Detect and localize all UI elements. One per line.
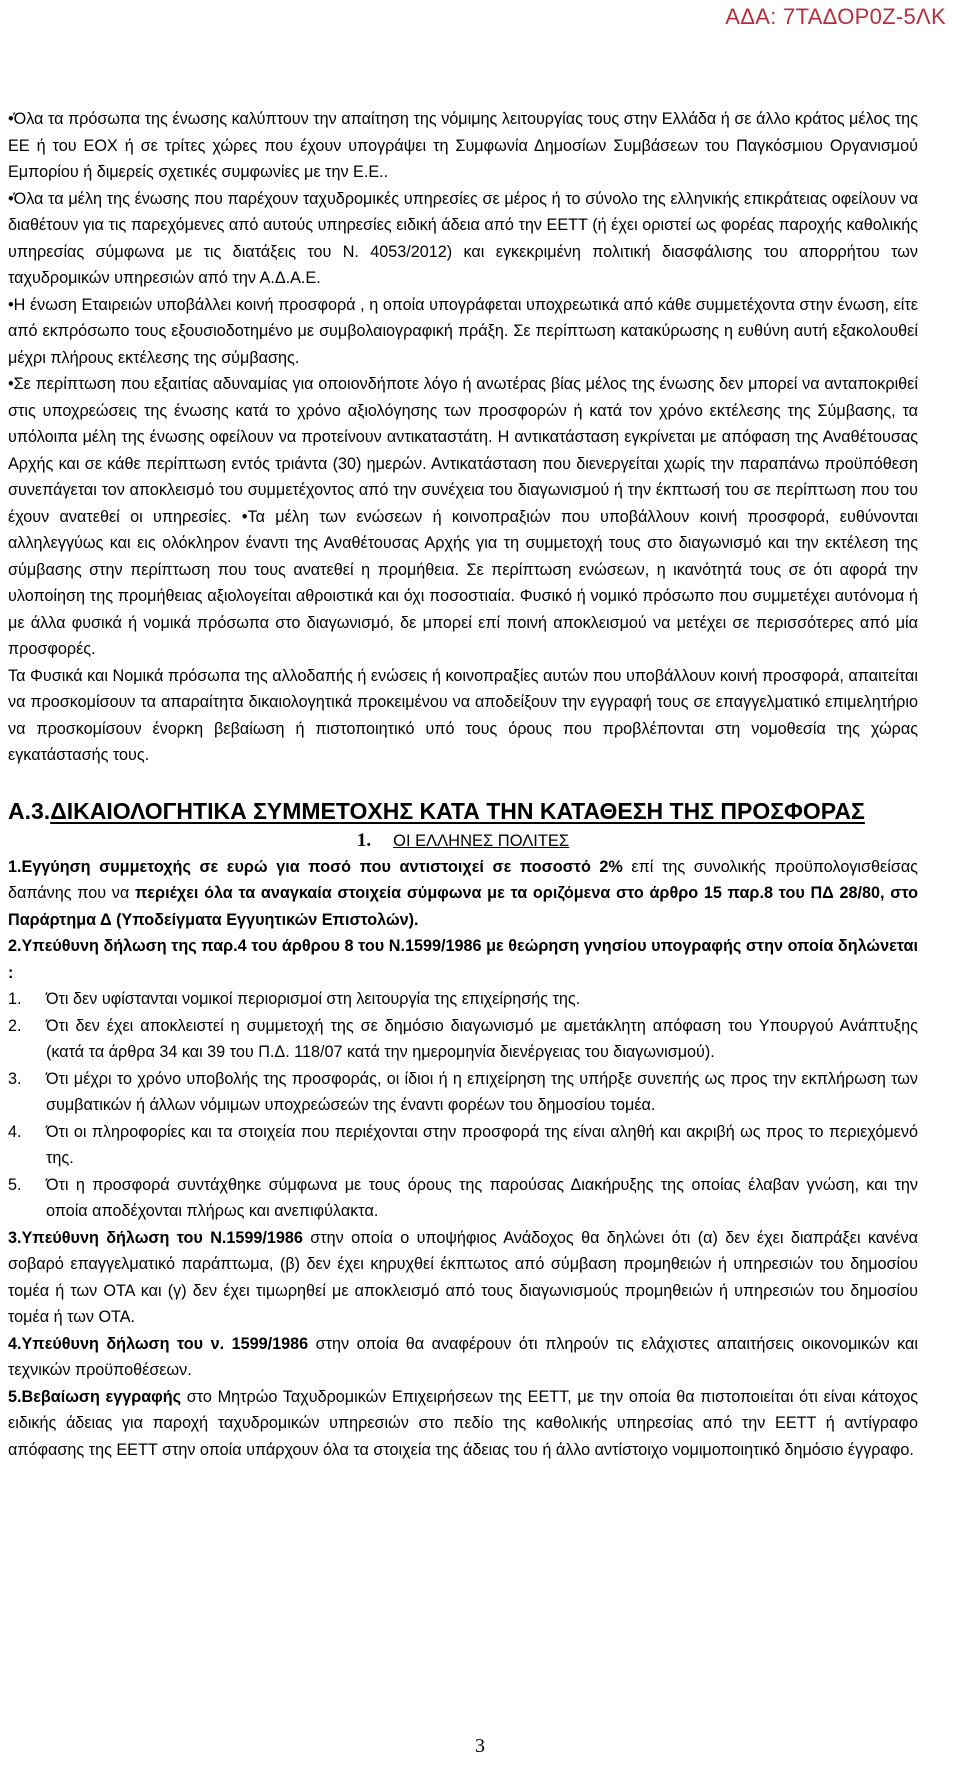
- section-prefix: Α.3.: [8, 797, 51, 824]
- requirement-guarantee: [8, 854, 918, 934]
- page-number: 3: [475, 1735, 485, 1757]
- requirement-capacity-declaration-title: 4.Υπεύθυνη δήλωση του ν. 1599/1986: [8, 1334, 309, 1353]
- list-item-text: Ότι δεν υφίστανται νομικοί περιορισμοί στη λειτουργία της επιχείρησής της.: [46, 990, 581, 1008]
- list-item-number: 1.: [8, 990, 22, 1008]
- requirement-registration-title: 5.Βεβαίωση εγγραφής: [8, 1387, 182, 1406]
- list-item-number: 4.: [8, 1122, 22, 1141]
- ada-code: ΑΔΑ: 7ΤΑΔΟΡ0Ζ-5ΛΚ: [725, 4, 946, 29]
- requirement-guarantee-terms: περιέχει όλα τα αναγκαία στοιχεία σύμφωνα με τα οριζόμενα στο άρθρο 15 παρ.8 του ΠΔ 28/80, στο Παράρτημα Δ (Υποδείγματα Εγγυητικών Επιστολών).: [8, 884, 918, 929]
- list-item-number: 5.: [8, 1175, 22, 1194]
- subsection-title: ΟΙ ΕΛΛΗΝΕΣ ΠΟΛΙΤΕΣ: [393, 831, 570, 850]
- subsection-heading: [8, 828, 918, 854]
- requirement-solemn-declaration: [8, 1225, 918, 1331]
- list-item: [8, 1172, 918, 1225]
- requirement-registration: [8, 1384, 918, 1464]
- list-item-text: Ότι δεν έχει αποκλειστεί η συμμετοχή της σε δημόσιο διαγωνισμό με αμετάκλητη απόφαση του Υπουργού Ανάπτυξης (κατά τα άρθρα 34 και 39 του Π.Δ. 118/07 κατά την ημερομηνία διενέργειας του διαγωνισμού).: [46, 1016, 918, 1061]
- requirement-guarantee-title: 1.Εγγύηση συμμετοχής σε ευρώ για ποσό που αντιστοιχεί σε ποσοστό 2%: [8, 857, 623, 876]
- paragraph-joint-offer: •Η ένωση Εταιρειών υποβάλλει κοινή προσφορά , η οποία υπογράφεται υποχρεωτικά από κάθε συμμετέχοντα στην ένωση, είτε από εκπρόσωπο τους εξουσιοδοτημένο με συμβολαιογραφική πράξη. Σε περίπτωση κατακύρωσης η ευθύνη αυτή εξακολουθεί μέχρι πλήρους εκτέλεσης της σύμβασης.: [8, 295, 918, 367]
- list-item-text: Ότι η προσφορά συντάχθηκε σύμφωνα με τους όρους της παρούσας Διακήρυξης της οποίας έλαβαν γνώση, και την οποία αποδέχονται πλήρως και ανεπιφύλακτα.: [46, 1175, 918, 1220]
- list-item-text: Ότι μέχρι το χρόνο υποβολής της προσφοράς, οι ίδιοι ή η επιχείρηση της υπήρξε συνεπής ως προς την εκπλήρωση των συμβατικών ή άλλων νόμιμων υποχρεώσεών της έναντι φορέων του δημοσίου τομέα.: [46, 1069, 918, 1114]
- list-item: [8, 1013, 918, 1066]
- list-item-number: 3.: [8, 1069, 22, 1088]
- requirement-capacity-declaration-text: στην οποία θα αναφέρουν ότι πληρούν τις ελάχιστες απαιτήσεις οικονομικών και τεχνικών προϋποθέσεων.: [8, 1334, 918, 1379]
- declaration-list: [8, 986, 918, 1225]
- requirement-registration-text: στο Μητρώο Ταχυδρομικών Επιχειρήσεων της ΕΕΤΤ, με την οποία θα πιστοποιείται ότι είναι κάτοχος ειδικής άδειας για παροχή ταχυδρομικών υπηρεσιών στο πεδίο της καθολικής υπηρεσίας από την ΕΕΤΤ ή αντίγραφο απόφασης της ΕΕΤΤ στην οποία υπάρχουν όλα τα στοιχεία της άδειας του ή άλλο αντίστοιχο νομιμοποιητικό δημόσιο έγγραφο.: [8, 1387, 918, 1459]
- section-heading: [8, 795, 918, 828]
- requirement-declaration-title: 2.Υπεύθυνη δήλωση της παρ.4 του άρθρου 8 του Ν.1599/1986 με θεώρηση γνησίου υπογραφής στην οποία δηλώνεται :: [8, 937, 918, 982]
- requirement-guarantee-text: επί της συνολικής προϋπολογισθείσας δαπάνης που να: [8, 857, 918, 902]
- paragraph-foreign-entities: Τα Φυσικά και Νομικά πρόσωπα της αλλοδαπής ή ενώσεις ή κοινοπραξίες αυτών που υποβάλλουν κοινή προσφορά, απαιτείται να προσκομίσουν τα απαραίτητα δικαιολογητικά προκειμένου να αποδείξουν την εγγραφή τους σε επαγγελματικό επιμελητήριο να προσκομίσουν ένορκη βεβαίωση ή πιστοποιητικό υπό τους όρους που προβλέπονται στη νομοθεσία της χώρας εγκατάστασής τους.: [8, 666, 918, 764]
- section-title: ΔΙΚΑΙΟΛΟΓΗΤΙΚΑ ΣΥΜΜΕΤΟΧΗΣ ΚΑΤΑ ΤΗΝ ΚΑΤΑΘΕΣΗ ΤΗΣ ΠΡΟΣΦΟΡΑΣ: [50, 797, 865, 824]
- list-item: [8, 1119, 918, 1172]
- list-item: [8, 986, 918, 1013]
- subsection-number: 1.: [356, 829, 372, 851]
- spacer: [8, 769, 918, 795]
- requirement-solemn-declaration-title: 3.Υπεύθυνη δήλωση του Ν.1599/1986: [8, 1228, 303, 1247]
- list-item: [8, 1066, 918, 1119]
- document-body: [8, 106, 918, 1463]
- requirement-declaration: [8, 933, 918, 986]
- paragraph-replacement: •Σε περίπτωση που εξαιτίας αδυναμίας για οποιονδήποτε λόγο ή ανωτέρας βίας μέλος της ένωσης δεν μπορεί να ανταποκριθεί στις υποχρεώσεις της ένωσης κατά το χρόνο αξιολόγησης των προσφορών ή κατά τον χρόνο εκτέλεσης της Σύμβασης, τα υπόλοιπα μέλη της ένωσης οφείλουν να προτείνουν αντικαταστάτη. Η αντικατάσταση εγκρίνεται με απόφαση της Αναθέτουσας Αρχής και σε κάθε περίπτωση εντός τριάντα (30) ημερών. Αντικατάσταση που διενεργείται χωρίς την παραπάνω προϋπόθεση συνεπάγεται τον αποκλεισμό του συμμετέχοντος από την συνέχεια του διαγωνισμού ή την έκπτωσή του σε περίπτωση που του έχουν ανατεθεί οι υπηρεσίες. •Τα μέλη των ενώσεων ή κοινοπραξιών που υποβάλλουν κοινή προσφορά, ευθύνονται αλληλεγγύως και εις ολόκληρον έναντι της Αναθέτουσας Αρχής για τη συμμετοχή τους στο διαγωνισμό και την εκτέλεση της σύμβασης στην περίπτωση που τους ανατεθεί η προμήθεια. Σε περίπτωση ενώσεων, η ικανότητά τους σε ότι αφορά την υλοποίηση της προμήθειας αξιολογείται αθροιστικά και όχι ποσοστιαία. Φυσικό ή νομικό πρόσωπο που συμμετέχει αυτόνομα ή με άλλα φυσικά ή νομικά πρόσωπα στο διαγωνισμό, δε μπορεί επί ποινή αποκλεισμού να μετέχει σε περισσότερες από μία προσφορές.: [8, 375, 918, 658]
- paragraph-postal-license: •Όλα τα μέλη της ένωσης που παρέχουν ταχυδρομικές υπηρεσίες σε μέρος ή το σύνολο της ελληνικής επικράτειας οφείλουν να διαθέτουν για τις παρεχόμενες από αυτούς υπηρεσίες ειδική άδεια από την ΕΕΤΤ (ή έχει οριστεί ως φορέας παροχής καθολικής υπηρεσίας σύμφωνα με τις διατάξεις του Ν. 4053/2012) και εγκεκριμένη πολιτική διασφάλισης του απορρήτου των ταχυδρομικών υπηρεσιών από την Α.Δ.Α.Ε.: [8, 189, 918, 287]
- requirement-solemn-declaration-text: στην οποία ο υποψήφιος Ανάδοχος θα δηλώνει ότι (α) δεν έχει διαπράξει κανένα σοβαρό επαγγελματικό παράπτωμα, (β) δεν έχει κηρυχθεί έκπτωτος από σύμβαση προμηθειών ή υπηρεσιών του δημοσίου τομέα ή των ΟΤΑ και (γ) δεν έχει τιμωρηθεί με αποκλεισμό από τους διαγωνισμούς προμηθειών ή υπηρεσιών του δημοσίου τομέα ή των ΟΤΑ.: [8, 1228, 918, 1326]
- requirement-capacity-declaration: [8, 1331, 918, 1384]
- paragraph-legal-operation: •Όλα τα πρόσωπα της ένωσης καλύπτουν την απαίτηση της νόμιμης λειτουργίας τους στην Ελλάδα ή σε άλλο κράτος μέλος της ΕΕ ή του ΕΟΧ ή σε τρίτες χώρες που έχουν υπογράψει τη Συμφωνία Δημοσίων Συμβάσεων του Παγκόσμιου Οργανισμού Εμπορίου ή διμερείς σχετικές συμφωνίες με την Ε.Ε..: [8, 110, 918, 181]
- list-item-number: 2.: [8, 1016, 22, 1035]
- list-item-text: Ότι οι πληροφορίες και τα στοιχεία που περιέχονται στην προσφορά της είναι αληθή και ακριβή ως προς το περιεχόμενό της.: [46, 1122, 918, 1167]
